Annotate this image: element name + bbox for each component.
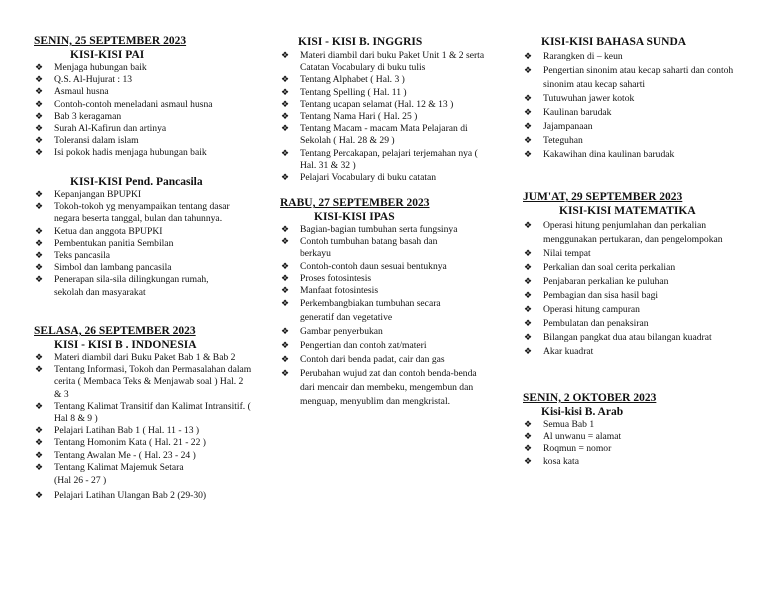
bullet-icon: ❖ (281, 99, 290, 110)
bullet-icon: ❖ (35, 75, 44, 86)
bullet-icon: ❖ (35, 450, 44, 461)
bullet-icon: ❖ (35, 124, 44, 135)
section-title: KISI-KISI IPAS (314, 211, 395, 223)
list-item: ❖ Tentang Macam - macam Mata Pelajaran di Sekolah ( Hal. 28 & 29 ) (281, 123, 468, 147)
bullet-icon: ❖ (35, 136, 44, 147)
list-item: ❖ Tentang ucapan selamat (Hal. 12 & 13 ) (281, 98, 454, 110)
list-item: ❖ Penerapan sila-sila dilingkungan rumah, sekolah dan masyarakat (35, 274, 209, 298)
list-item: ❖ Pelajari Vocabulary di buku catatan (281, 172, 437, 184)
list-item: ❖ Materi diambil dari buku Paket Unit 1 & 2 serta Catatan Vocabulary di buku tulis (281, 50, 485, 74)
list-item: ❖ Perkalian dan soal cerita perkalian (524, 262, 676, 273)
list-item: ❖ Rarangken di – keun (524, 51, 623, 62)
bullet-icon: ❖ (35, 111, 44, 122)
list-item: ❖ Akar kuadrat (524, 346, 594, 357)
bullet-icon: ❖ (524, 66, 533, 76)
list-item: ❖ Tentang Kalimat Transitif dan Kalimat Intransitif. ( Hal 8 & 9 ) (35, 400, 251, 425)
list-item: ❖ kosa kata (524, 455, 579, 467)
date-heading: JUM'AT, 29 SEPTEMBER 2023 (523, 191, 683, 203)
item-list (34, 62, 252, 160)
list-item: ❖ Tentang Homonim Kata ( Hal. 21 - 22 ) (35, 437, 206, 449)
bullet-icon: ❖ (281, 225, 290, 235)
item-list (280, 224, 492, 409)
list-item: ❖ Materi diambil dari Buku Paket Bab 1 & Bab 2 (35, 352, 236, 363)
section-title: KISI - KISI B . INDONESIA (54, 339, 197, 351)
list-item: ❖ Pembagian dan sisa hasil bagi (524, 290, 659, 301)
list-item: ❖ Semua Bab 1 (524, 419, 595, 430)
section-title: KISI-KISI MATEMATIKA (559, 205, 696, 217)
list-item: ❖ Bab 3 keragaman (35, 110, 122, 122)
bullet-icon: ❖ (281, 341, 290, 352)
bullet-icon: ❖ (524, 277, 533, 287)
list-item: ❖ Pelajari Latihan Bab 1 ( Hal. 11 - 13 ) (35, 425, 200, 437)
list-item: ❖ Pembentukan panitia Sembilan (35, 237, 174, 249)
bullet-icon: ❖ (524, 221, 533, 231)
bullet-icon: ❖ (524, 432, 533, 443)
bullet-icon: ❖ (35, 438, 44, 449)
section-matematika (523, 191, 743, 359)
bullet-icon: ❖ (35, 63, 44, 73)
date-heading: SELASA, 26 SEPTEMBER 2023 (34, 325, 196, 337)
item-list (523, 50, 743, 162)
section-title: KISI-KISI BAHASA SUNDA (541, 36, 687, 48)
list-item: ❖ Nilai tempat (524, 248, 591, 259)
list-item: ❖ Bilangan pangkat dua atau bilangan kuadrat (524, 332, 712, 343)
bullet-icon: ❖ (35, 353, 44, 363)
list-item: ❖ Pelajari Latihan Ulangan Bab 2 (29-30) (35, 490, 207, 502)
bullet-icon: ❖ (524, 305, 533, 315)
bullet-icon: ❖ (35, 238, 44, 249)
section-title: Kisi-kisi B. Arab (541, 406, 624, 418)
list-item: ❖ Simbol dan lambang pancasila (35, 262, 172, 274)
section-sunda (523, 35, 743, 162)
bullet-icon: ❖ (35, 263, 44, 274)
bullet-icon: ❖ (281, 75, 290, 86)
list-item: ❖ Pengertian dan contoh zat/materi (281, 340, 427, 352)
bullet-icon: ❖ (35, 491, 44, 502)
bullet-icon: ❖ (524, 291, 533, 301)
list-item: ❖ Surah Al-Kafirun dan artinya (35, 123, 167, 135)
section-barab (523, 392, 743, 468)
date-heading: RABU, 27 SEPTEMBER 2023 (280, 197, 430, 209)
bullet-icon: ❖ (35, 462, 44, 473)
list-item: ❖ Tokoh-tokoh yg menyampaikan tentang dasar negara beserta tanggal, bulan dan tahunnya. (35, 201, 230, 225)
bullet-icon: ❖ (35, 251, 44, 262)
bullet-icon: ❖ (281, 173, 290, 184)
list-item: ❖ Ketua dan anggota BPUPKI (35, 225, 163, 237)
list-item: ❖ Tentang Percakapan, pelajari terjemahan nya ( Hal. 31 & 32 ) (281, 147, 478, 171)
bullet-icon: ❖ (281, 87, 290, 98)
section-pai (34, 35, 252, 160)
list-item: ❖ Jajampanaan (524, 121, 593, 132)
bullet-icon: ❖ (524, 420, 533, 430)
bullet-icon: ❖ (524, 122, 533, 132)
bullet-icon: ❖ (281, 237, 290, 248)
date-heading: SENIN, 2 OKTOBER 2023 (523, 392, 657, 404)
bullet-icon: ❖ (524, 52, 533, 62)
bullet-icon: ❖ (281, 299, 290, 310)
bullet-icon: ❖ (524, 333, 533, 343)
list-item: ❖ Tentang Informasi, Tokoh dan Permasalahan dalam cerita ( Membaca Teks & Menjawab soal ) Hal. 2 & 3 (35, 364, 252, 400)
bullet-icon: ❖ (524, 347, 533, 357)
list-item: ❖ Tentang Awalan Me - ( Hal. 23 - 24 ) (35, 449, 196, 461)
list-item: ❖ Contoh tumbuhan batang basah dan berkayu (281, 236, 438, 260)
bullet-icon: ❖ (35, 426, 44, 437)
bullet-icon: ❖ (281, 261, 290, 272)
section-title: KISI-KISI Pend. Pancasila (70, 176, 203, 188)
list-item: ❖ Operasi hitung campuran (524, 304, 640, 315)
item-list (34, 490, 252, 502)
bullet-icon: ❖ (524, 444, 533, 455)
section-pancasila (34, 175, 230, 299)
bullet-icon: ❖ (524, 94, 533, 104)
list-item: ❖ Al unwanu = alamat (524, 431, 622, 443)
list-item: ❖ Contoh dari benda padat, cair dan gas (281, 354, 445, 366)
list-item: ❖ Proses fotosintesis (281, 272, 372, 284)
list-item: ❖ Q.S. Al-Hujurat : 13 (35, 74, 133, 86)
bullet-icon: ❖ (35, 401, 44, 412)
list-item: ❖ Tentang Kalimat Majemuk Setara (35, 461, 184, 473)
bullet-icon: ❖ (281, 148, 290, 159)
bullet-icon: ❖ (281, 369, 290, 380)
list-item: ❖ Roqmun = nomor (524, 443, 612, 455)
list-item: ❖ Contoh-contoh meneladani asmaul husna (35, 98, 213, 110)
list-item: ❖ Tentang Spelling ( Hal. 11 ) (281, 86, 407, 98)
bullet-icon: ❖ (281, 327, 290, 338)
bullet-icon: ❖ (35, 202, 44, 213)
list-item: ❖ Teteguhan (524, 135, 583, 146)
list-item: ❖ Menjaga hubungan baik (35, 62, 147, 73)
list-item: ❖ Perubahan wujud zat dan contoh benda-benda dari mencair dan membeku, mengembun dan menguap, menyublim dan mengkristal. (281, 368, 477, 408)
section-binggris (280, 35, 492, 184)
bullet-icon: ❖ (524, 456, 533, 467)
list-item: ❖ Penjabaran perkalian ke puluhan (524, 276, 669, 287)
bullet-icon: ❖ (281, 112, 290, 123)
item-list (523, 419, 743, 468)
list-item: ❖ Perkembangbiakan tumbuhan secara generatif dan vegetative (281, 298, 441, 324)
bullet-icon: ❖ (281, 355, 290, 366)
list-item: ❖ Teks pancasila (35, 250, 111, 262)
bullet-icon: ❖ (524, 263, 533, 273)
section-bindonesia (34, 325, 252, 502)
bullet-icon: ❖ (35, 87, 44, 98)
bullet-icon: ❖ (524, 108, 533, 118)
list-item: ❖ Kaulinan barudak (524, 107, 612, 118)
list-item: ❖ Pengertian sinonim atau kecap saharti dan contoh sinonim atau kecap saharti (524, 65, 734, 90)
bullet-icon: ❖ (281, 273, 290, 284)
list-item: ❖ Contoh-contoh daun sesuai bentuknya (281, 260, 447, 272)
bullet-icon: ❖ (35, 99, 44, 110)
list-item: ❖ Tentang Nama Hari ( Hal. 25 ) (281, 111, 418, 123)
section-title: KISI - KISI B. INGGRIS (298, 36, 423, 48)
list-item: ❖ Gambar penyerbukan (281, 326, 383, 338)
list-item: ❖ Kakawihan dina kaulinan barudak (524, 149, 675, 160)
list-item: ❖ Manfaat fotosintesis (281, 285, 379, 297)
list-item: ❖ Bagian-bagian tumbuhan serta fungsinya (281, 224, 458, 235)
bullet-icon: ❖ (524, 136, 533, 146)
bullet-icon: ❖ (524, 150, 533, 160)
item-list (280, 50, 492, 184)
bullet-icon: ❖ (524, 249, 533, 259)
bullet-icon: ❖ (35, 365, 44, 376)
bullet-icon: ❖ (35, 275, 44, 286)
item-continuation: (Hal 26 - 27 ) (54, 475, 107, 487)
list-item: ❖ Isi pokok hadis menjaga hubungan baik (35, 147, 207, 159)
list-item: ❖ Tutuwuhan jawer kotok (524, 93, 635, 104)
bullet-icon: ❖ (281, 51, 290, 61)
list-item: ❖ Pembulatan dan penaksiran (524, 318, 649, 329)
item-list (34, 352, 252, 474)
bullet-icon: ❖ (524, 319, 533, 329)
date-heading: SENIN, 25 SEPTEMBER 2023 (34, 35, 187, 47)
list-item: ❖ Asmaul husna (35, 86, 109, 98)
bullet-icon: ❖ (281, 286, 290, 297)
section-ipas (280, 197, 492, 409)
bullet-icon: ❖ (281, 124, 290, 135)
item-list (34, 189, 230, 299)
list-item: ❖ Tentang Alphabet ( Hal. 3 ) (281, 74, 405, 86)
list-item: ❖ Kepanjangan BPUPKI (35, 189, 142, 200)
item-list (523, 219, 743, 359)
bullet-icon: ❖ (35, 148, 44, 159)
list-item: ❖ Operasi hitung penjumlahan dan perkalian menggunakan pertukaran, dan pengelompokan (524, 220, 723, 245)
bullet-icon: ❖ (35, 226, 44, 237)
bullet-icon: ❖ (35, 190, 44, 200)
list-item: ❖ Toleransi dalam islam (35, 135, 139, 147)
section-title: KISI-KISI PAI (70, 49, 145, 61)
